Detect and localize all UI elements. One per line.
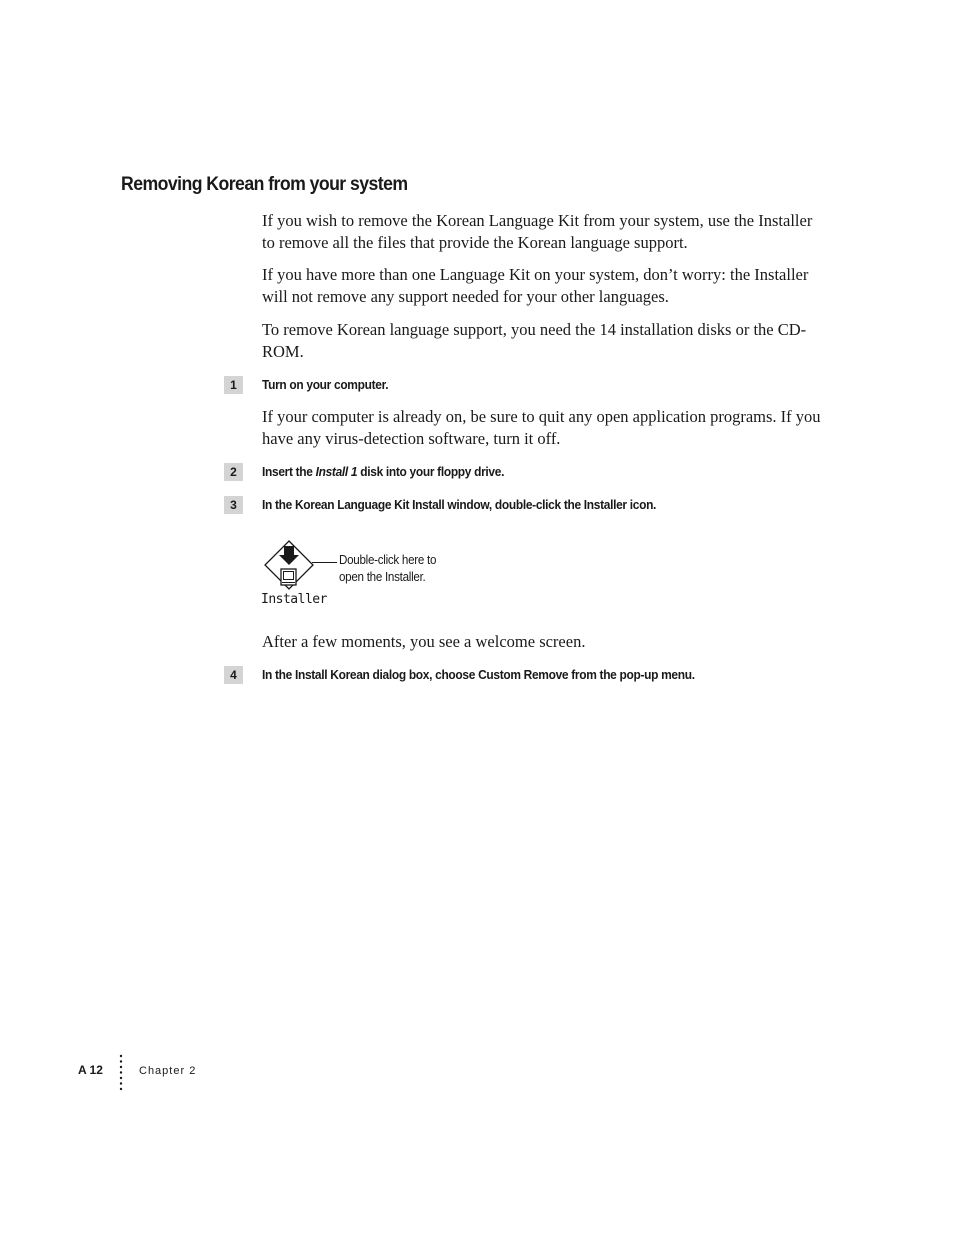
chapter-label: Chapter 2 xyxy=(139,1065,197,1077)
step-3-text: In the Korean Language Kit Install window, double-click the Installer icon. xyxy=(262,497,657,512)
intro-paragraph: If you wish to remove the Korean Language Kit from your system, use the Installer to remove all the files that provide the Korean language support. xyxy=(262,211,813,252)
step-2-disk-name: Install 1 xyxy=(315,464,358,479)
step-4-number: 4 xyxy=(224,666,243,684)
step-2-text-after: disk into your floppy drive. xyxy=(357,464,505,479)
callout-line-2: open the Installer. xyxy=(339,570,426,584)
installer-callout xyxy=(339,552,436,586)
installer-icon-label: Installer xyxy=(261,592,327,607)
step-4-text: In the Install Korean dialog box, choose Custom Remove from the pop-up menu. xyxy=(262,667,695,682)
footer-dots-divider xyxy=(118,1054,124,1094)
installer-diamond-icon xyxy=(262,539,316,593)
step-3-number: 3 xyxy=(224,496,243,514)
step-2-number: 2 xyxy=(224,463,243,481)
step-2-text xyxy=(262,463,504,481)
step-1-detail: If your computer is already on, be sure to quit any open application programs. If you have any virus-detection software, turn it off. xyxy=(262,407,821,448)
section-heading: Removing Korean from your system xyxy=(121,174,408,195)
callout-line xyxy=(312,562,337,563)
page-number: A 12 xyxy=(78,1063,103,1077)
language-kit-paragraph: If you have more than one Language Kit on your system, don’t worry: the Installer will not remove any support needed for your other languages. xyxy=(262,265,809,306)
callout-line-1: Double-click here to xyxy=(339,553,437,567)
step-1-number: 1 xyxy=(224,376,243,394)
requirements-paragraph: To remove Korean language support, you need the 14 installation disks or the CD-ROM. xyxy=(262,320,807,361)
welcome-paragraph: After a few moments, you see a welcome screen. xyxy=(262,632,586,651)
step-1-text: Turn on your computer. xyxy=(262,377,389,392)
step-2-text-before: Insert the xyxy=(262,464,316,479)
